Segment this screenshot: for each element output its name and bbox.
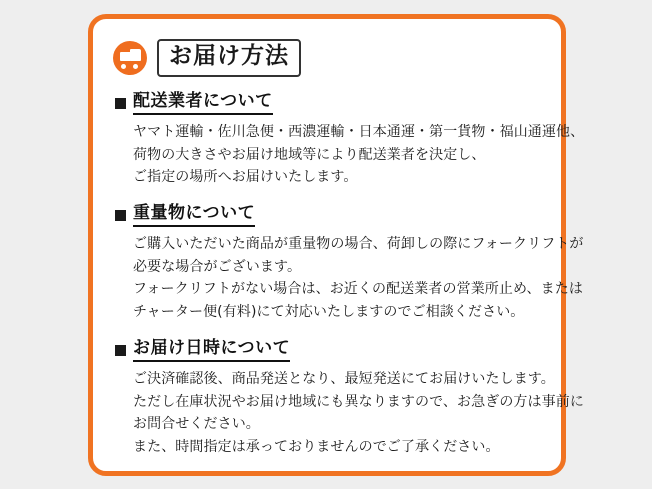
delivery-info-card: [88, 14, 585, 476]
card-content: [111, 35, 585, 459]
body-line: また、時間指定は承っておりませんのでご了承ください。: [133, 439, 500, 456]
body-line: ご決済確認後、商品発送となり、最短発送にてお届けいたします。: [133, 371, 555, 388]
section-title: 配送業者について: [133, 91, 273, 115]
body-line: ヤマト運輸・佐川急便・西濃運輸・日本通運・第一貨物・福山通運他、: [133, 123, 585, 140]
square-bullet-icon: [115, 98, 126, 109]
body-line: 荷物の大きさやお届け地域等により配送業者を決定し、: [133, 146, 486, 163]
section-header: [115, 338, 545, 362]
section-title: お届け日時について: [133, 338, 290, 362]
section-header: [115, 91, 545, 115]
body-line: チャーター便(有料)にて対応いたしますのでご相談ください。: [133, 304, 525, 321]
section-header: [115, 203, 545, 227]
section-body: [133, 368, 584, 459]
square-bullet-icon: [115, 210, 126, 221]
body-line: お問合せください。: [133, 416, 260, 433]
square-bullet-icon: [115, 345, 126, 356]
page-title: お届け方法: [157, 39, 301, 77]
section-shipping-carriers: [111, 90, 585, 189]
section-body: [133, 121, 585, 189]
body-line: 必要な場合がございます。: [133, 258, 302, 275]
section-delivery-datetime: [111, 337, 584, 459]
delivery-truck-icon: [113, 41, 147, 75]
body-line: ただし在庫状況やお届け地域にも異なりますので、お急ぎの方は事前に: [133, 393, 584, 410]
section-body: [133, 233, 584, 324]
section-heavy-items: [111, 202, 584, 324]
body-line: ご指定の場所へお届けいたします。: [133, 169, 358, 186]
body-line: ご購入いただいた商品が重量物の場合、荷卸しの際にフォークリフトが: [133, 236, 584, 253]
body-line: フォークリフトがない場合は、お近くの配送業者の営業所止め、または: [133, 281, 583, 298]
card-header: [113, 39, 545, 77]
section-title: 重量物について: [133, 203, 255, 227]
